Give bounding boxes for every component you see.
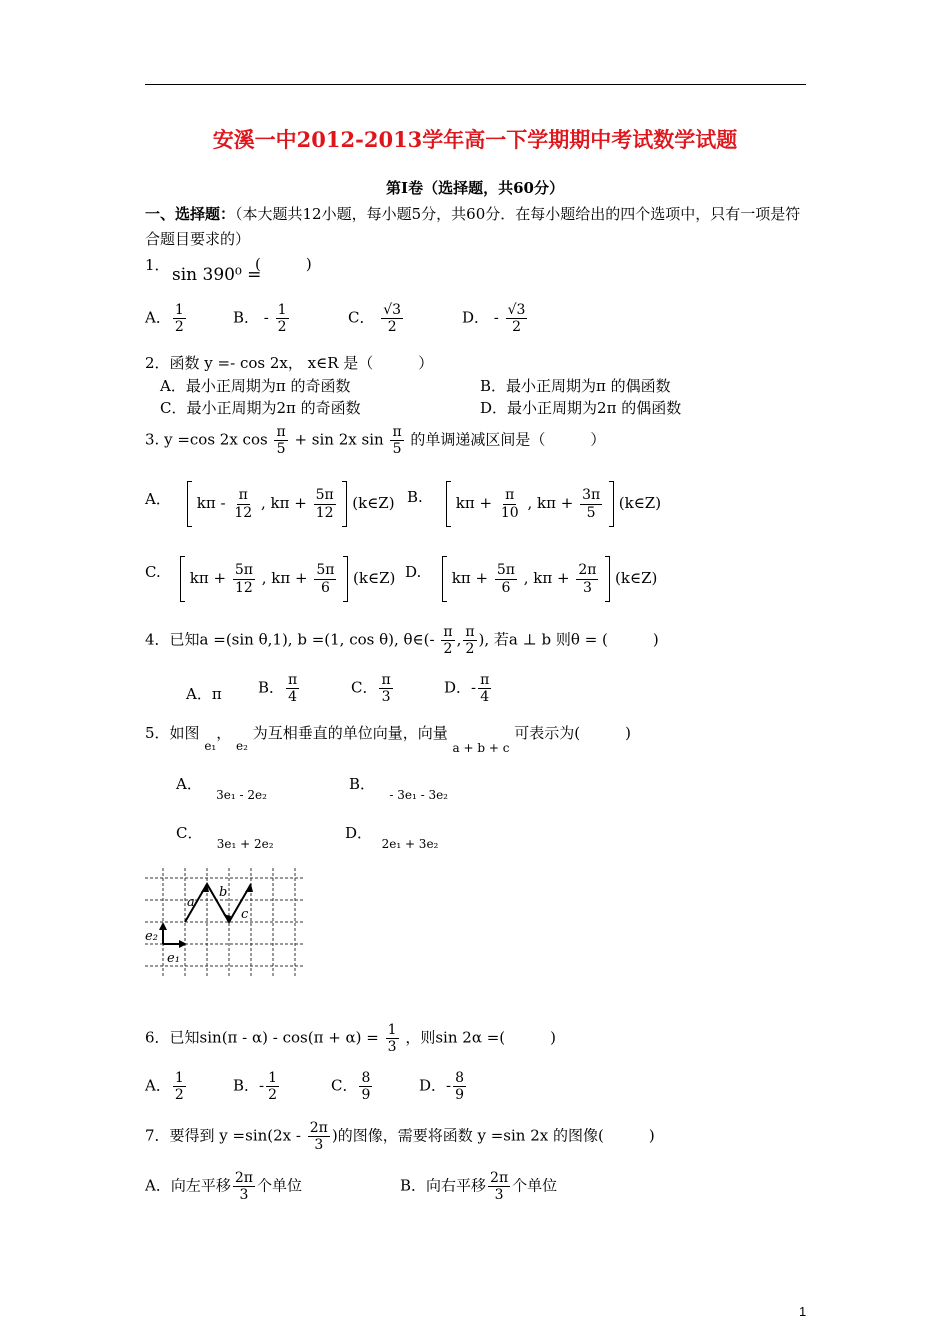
- q7-a-pre: A．向左平移: [145, 1176, 231, 1195]
- q3-option-c: [180, 556, 395, 602]
- q4-option-d: [444, 672, 493, 705]
- q2-option-c: C．最小正周期为2π 的奇函数: [160, 399, 361, 417]
- q5-e1: e₁: [204, 739, 217, 753]
- q3-post: 的单调递减区间是（ ）: [410, 430, 606, 449]
- q3-b-t1: kπ +: [455, 494, 493, 512]
- q5-mid: 为互相垂直的单位向量，向量: [252, 724, 448, 742]
- q1-d-num: √3: [507, 302, 526, 318]
- q3-d-t1: kπ +: [451, 569, 489, 587]
- q5-post: 可表示为( ): [514, 724, 631, 742]
- q6-b-num: 1: [268, 1070, 278, 1086]
- fig-label-e2: e₂: [145, 929, 158, 944]
- q6-d-den: 9: [455, 1087, 465, 1104]
- q7-stem: [145, 1120, 655, 1153]
- q3-five1: 5: [276, 441, 286, 458]
- q5-abc: a + b + c: [452, 741, 510, 755]
- fig-label-a: a: [187, 895, 195, 910]
- q4-c-num: π: [381, 672, 391, 688]
- q4-d-letter: D．-: [444, 678, 477, 697]
- q4-expr3: ), 若a ⊥ b 则θ = ( ): [478, 630, 659, 649]
- q1-option-d: D． - $\frac{√3}{2}$: [462, 302, 526, 336]
- q4-b-den: 4: [288, 689, 298, 706]
- q6-den: 3: [387, 1039, 397, 1056]
- header-rule: [145, 84, 806, 85]
- q7-pre: 7．要得到 y =sin(2x -: [145, 1126, 301, 1145]
- q5-a-letter: A．: [176, 775, 202, 793]
- q3-c-letter: C.: [145, 563, 161, 581]
- q6-c-den: 9: [361, 1087, 371, 1104]
- q3-d-d2: 3: [582, 579, 592, 596]
- q4-c-den: 3: [381, 689, 391, 706]
- fig-label-c: c: [241, 907, 249, 922]
- fig-label-b: b: [219, 885, 228, 900]
- q3-option-a: [187, 481, 395, 527]
- q1-a-den: 2: [174, 319, 184, 336]
- q6-num: 1: [387, 1022, 397, 1038]
- q7-option-a: [145, 1170, 302, 1203]
- q7-num: 2π: [309, 1120, 328, 1136]
- q3-d-letter: D.: [405, 563, 422, 581]
- q3-c-t1: kπ +: [189, 569, 227, 587]
- q5-option-b: [349, 773, 448, 802]
- q2-stem: 2．函数 y =- cos 2x， x∈R 是（ ）: [145, 354, 434, 372]
- q5-option-a: [176, 773, 267, 802]
- q3-a-n2: 5π: [315, 487, 334, 504]
- q7-a-num: 2π: [234, 1170, 253, 1186]
- q6-stem: [145, 1022, 556, 1055]
- q3-c-n1: 5π: [234, 562, 253, 579]
- q3-b-letter: B.: [407, 488, 423, 506]
- q7-post: )的图像，需要将函数 y =sin 2x 的图像( ): [331, 1126, 655, 1145]
- q6-a-letter: A．: [145, 1076, 171, 1095]
- q3-option-b: [446, 481, 661, 527]
- q2-option-d: D．最小正周期为2π 的偶函数: [480, 399, 682, 417]
- q3-d-d1: 6: [501, 579, 511, 596]
- q3-c-n2: 5π: [316, 562, 335, 579]
- q3-d-n2: 2π: [578, 562, 597, 579]
- q3-stem: [145, 424, 605, 457]
- q4-option-c: [351, 672, 395, 705]
- q7-b-num: 2π: [490, 1170, 509, 1186]
- section-title: 第Ⅰ卷（选择题，共60分）: [386, 179, 564, 197]
- q2-option-a: A．最小正周期为π 的奇函数: [160, 377, 351, 395]
- q3-five2: 5: [392, 441, 402, 458]
- q3-c-t3: (k∈Z): [353, 569, 396, 587]
- q3-a-letter: A．: [145, 490, 171, 508]
- q3-b-t2: , kπ +: [527, 494, 574, 512]
- q3-b-n2: 3π: [582, 487, 601, 504]
- q1-paren: ( ): [255, 255, 312, 273]
- q4-two-b: 2: [465, 641, 475, 658]
- q3-a-d2: 12: [315, 504, 334, 521]
- q5-a-expr: 3e₁ - 2e₂: [216, 788, 267, 802]
- q5-b-expr: - 3e₁ - 3e₂: [389, 788, 448, 802]
- q6-c-num: 8: [361, 1070, 371, 1086]
- q3-d-n1: 5π: [496, 562, 515, 579]
- q4-d-den: 4: [480, 689, 490, 706]
- q3-a-n1: π: [238, 487, 248, 504]
- q3-pi2: π: [392, 424, 402, 440]
- q3-a-d1: 12: [234, 504, 253, 521]
- q4-stem: [145, 624, 659, 657]
- q5-b-letter: B．: [349, 775, 376, 793]
- fig-label-e1: e₁: [167, 951, 180, 966]
- q7-option-b: [400, 1170, 557, 1203]
- instructions-text: （本大题共12小题，每小题5分，共60分．在每小题给出的四个选项中，只有一项是符合题目要求的）: [145, 205, 801, 248]
- page-number: 1: [799, 1304, 807, 1319]
- q5-pre: 5．如图: [145, 724, 200, 742]
- q6-a-num: 1: [174, 1070, 184, 1086]
- q4-expr2: ,: [456, 630, 462, 649]
- q7-den: 3: [314, 1137, 324, 1154]
- q3-b-d1: 10: [500, 504, 519, 521]
- q7-b-den: 3: [494, 1187, 504, 1204]
- q4-b-num: π: [288, 672, 298, 688]
- q3-d-t3: (k∈Z): [615, 569, 658, 587]
- q6-option-d: [419, 1070, 468, 1103]
- q3-c-t2: , kπ +: [261, 569, 308, 587]
- q4-d-num: π: [480, 672, 490, 688]
- q1-b-den: 2: [277, 319, 287, 336]
- q7-b-pre: B．向右平移: [400, 1176, 487, 1195]
- q1-b-num: 1: [277, 302, 287, 318]
- q4-option-a: A．π: [186, 685, 222, 703]
- q3-c-d1: 12: [235, 579, 253, 596]
- q6-option-a: [145, 1070, 188, 1103]
- q5-option-c: [176, 822, 274, 851]
- q5-c-letter: C．: [176, 824, 203, 842]
- q4-pre: 4．已知: [145, 630, 200, 649]
- q1-c-letter: C．: [348, 308, 375, 327]
- q6-c-letter: C．: [331, 1076, 358, 1095]
- q4-option-b: [258, 672, 301, 705]
- q6-post: ，则sin 2α =( ): [405, 1028, 556, 1047]
- q4-c-letter: C．: [351, 678, 378, 697]
- q3-mid: + sin 2x sin: [294, 430, 384, 449]
- q1-d-letter: D．: [462, 308, 490, 327]
- q3-b-n1: π: [505, 487, 515, 504]
- q7-a-den: 3: [239, 1187, 249, 1204]
- q5-stem: 5．如图 $_{e_1}$， $_{e_2}$ 为互相垂直的单位向量，向量 $_{a + b + c}$ 可表示为( ): [145, 724, 631, 755]
- q2-option-b: B．最小正周期为π 的偶函数: [480, 377, 671, 395]
- q1-b-letter: B．: [233, 308, 260, 327]
- q3-a-t2: , kπ +: [260, 494, 307, 512]
- q5-e2: e₂: [236, 739, 248, 753]
- q1-number: 1．: [145, 256, 170, 274]
- q6-a-den: 2: [174, 1087, 184, 1104]
- q3-pre: 3. y =cos 2x cos: [145, 430, 268, 449]
- exam-title: 安溪一中2012-2013学年高一下学期期中考试数学试题: [212, 127, 738, 152]
- q1-option-c: [348, 302, 405, 335]
- q3-d-t2: , kπ +: [523, 569, 570, 587]
- q5-d-expr: 2e₁ + 3e₂: [381, 837, 439, 851]
- q6-b-den: 2: [268, 1087, 278, 1104]
- q6-b-letter: B．-: [233, 1076, 265, 1095]
- q5-c-expr: 3e₁ + 2e₂: [216, 837, 274, 851]
- q6-option-b: [233, 1070, 281, 1103]
- q1-option-a: [145, 302, 188, 335]
- q1-a-num: 1: [174, 302, 184, 318]
- q5-d-letter: D．: [345, 824, 373, 842]
- q1-c-num: √3: [383, 302, 402, 318]
- q3-option-d: [442, 556, 657, 602]
- q6-d-letter: D．-: [419, 1076, 452, 1095]
- instructions-label: 一、选择题：: [145, 205, 236, 223]
- q3-b-t3: (k∈Z): [618, 494, 662, 512]
- q1-option-b: B． - $\frac{1}{2}$: [233, 302, 287, 336]
- q4-two-a: 2: [443, 641, 453, 658]
- q7-b-post: 个单位: [512, 1176, 558, 1195]
- q3-a-t3: (k∈Z): [352, 494, 395, 512]
- q3-b-d2: 5: [586, 504, 596, 521]
- q4-pi-a: π: [443, 624, 453, 640]
- vector-grid-figure: [145, 866, 307, 982]
- q1-a-letter: A．: [145, 308, 171, 327]
- instructions: [145, 202, 810, 252]
- q3-c-d2: 6: [320, 579, 330, 596]
- q3-pi1: π: [276, 424, 286, 440]
- q7-a-post: 个单位: [256, 1176, 302, 1195]
- q6-option-c: [331, 1070, 374, 1103]
- q5-option-d: [345, 822, 439, 851]
- q4-pi-b: π: [465, 624, 475, 640]
- q6-pre: 6．已知sin(π - α) - cos(π + α) =: [145, 1028, 379, 1047]
- q6-d-num: 8: [455, 1070, 465, 1086]
- q4-b-letter: B．: [258, 678, 285, 697]
- q3-a-t1: kπ -: [196, 494, 226, 512]
- q1-c-den: 2: [387, 319, 397, 336]
- q4-expr1: a =(sin θ,1), b =(1, cos θ), θ∈(-: [199, 630, 435, 649]
- q1-d-den: 2: [512, 319, 522, 336]
- q1-stem: sin 390⁰ =: [172, 265, 262, 285]
